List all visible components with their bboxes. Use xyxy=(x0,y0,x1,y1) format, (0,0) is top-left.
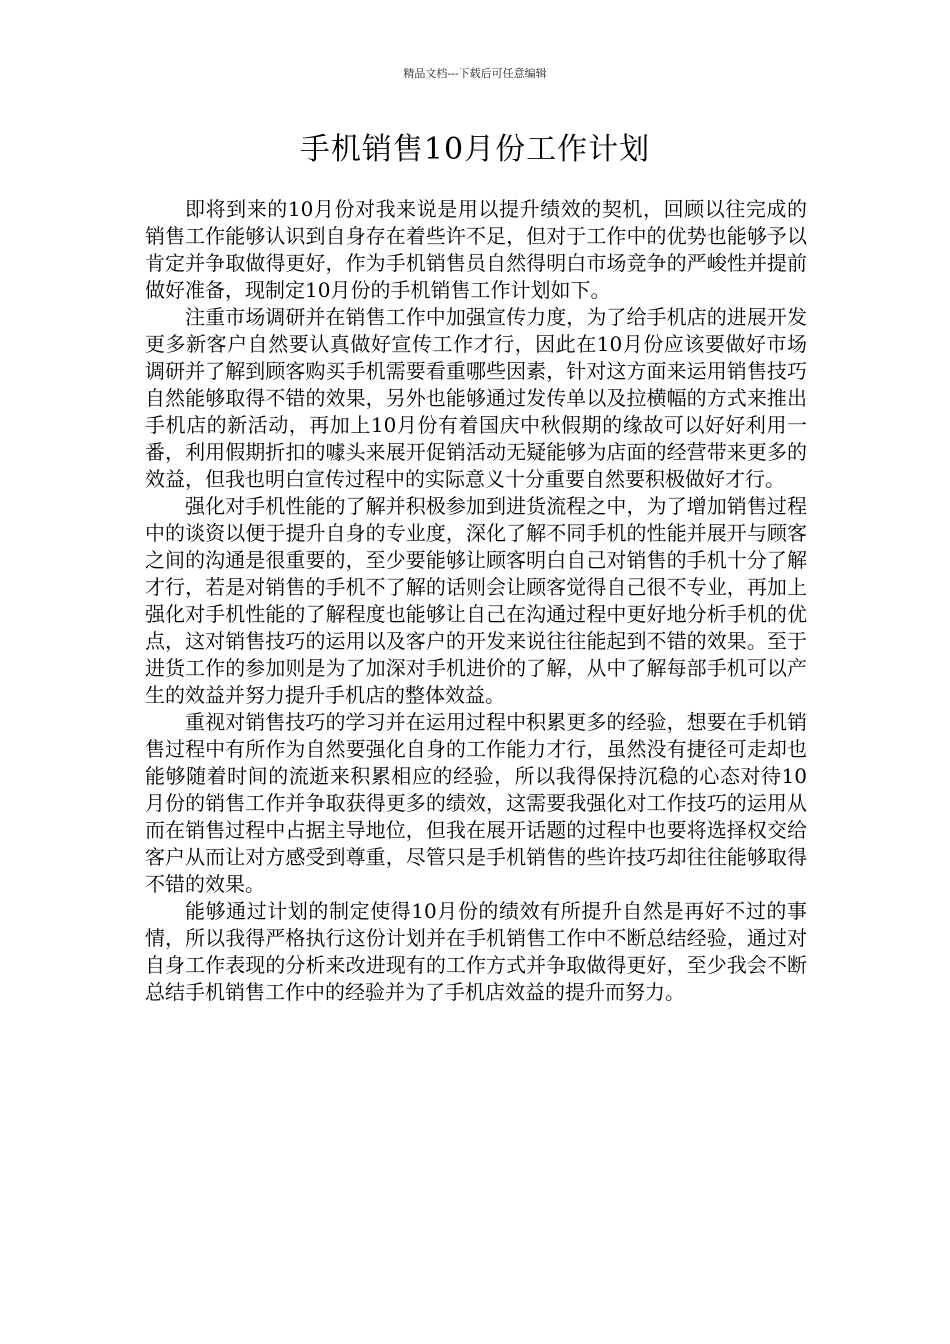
document-body xyxy=(145,196,807,1006)
paragraph-2: 注重市场调研并在销售工作中加强宣传力度，为了给手机店的进展开发更多新客户自然要认真做好宣传工作才行，因此在10月份应该要做好市场调研并了解到顾客购买手机需要看重哪些因素，针对这方面来运用销售技巧自然能够取得不错的效果，另外也能够通过发传单以及拉横幅的方式来推出手机店的新活动，再加上10月份有着国庆中秋假期的缘故可以好好利用一番，利用假期折扣的噱头来展开促销活动无疑能够为店面的经营带来更多的效益，但我也明白宣传过程中的实际意义十分重要自然要积极做好才行。 xyxy=(145,305,807,491)
paragraph-4: 重视对销售技巧的学习并在运用过程中积累更多的经验，想要在手机销售过程中有所作为自然要强化自身的工作能力才行，虽然没有捷径可走却也能够随着时间的流逝来积累相应的经验，所以我得保持沉稳的心态对待10月份的销售工作并争取获得更多的绩效，这需要我强化对工作技巧的运用从而在销售过程中占据主导地位，但我在展开话题的过程中也要将选择权交给客户从而让对方感受到尊重，尽管只是手机销售的些许技巧却往往能够取得不错的效果。 xyxy=(145,710,807,896)
paragraph-3: 强化对手机性能的了解并积极参加到进货流程之中，为了增加销售过程中的谈资以便于提升自身的专业度，深化了解不同手机的性能并展开与顾客之间的沟通是很重要的，至少要能够让顾客明白自己对销售的手机十分了解才行，若是对销售的手机不了解的话则会让顾客觉得自己很不专业，再加上强化对手机性能的了解程度也能够让自己在沟通过程中更好地分析手机的优点，这对销售技巧的运用以及客户的开发来说往往能起到不错的效果。至于进货工作的参加则是为了加深对手机进价的了解，从中了解每部手机可以产生的效益并努力提升手机店的整体效益。 xyxy=(145,494,807,707)
paragraph-1: 即将到来的10月份对我来说是用以提升绩效的契机，回顾以往完成的销售工作能够认识到自身存在着些许不足，但对于工作中的优势也能够予以肯定并争取做得更好，作为手机销售员自然得明白市场竞争的严峻性并提前做好准备，现制定10月份的手机销售工作计划如下。 xyxy=(145,197,807,302)
document-title: 手机销售10月份工作计划 xyxy=(299,132,651,167)
paragraph-5: 能够通过计划的制定使得10月份的绩效有所提升自然是再好不过的事情，所以我得严格执行这份计划并在手机销售工作中不断总结经验，通过对自身工作表现的分析来改进现有的工作方式并争取做得更好，至少我会不断总结手机销售工作中的经验并为了手机店效益的提升而努力。 xyxy=(145,899,807,1004)
page-header: 精品文档---下载后可任意编辑 xyxy=(403,67,547,80)
